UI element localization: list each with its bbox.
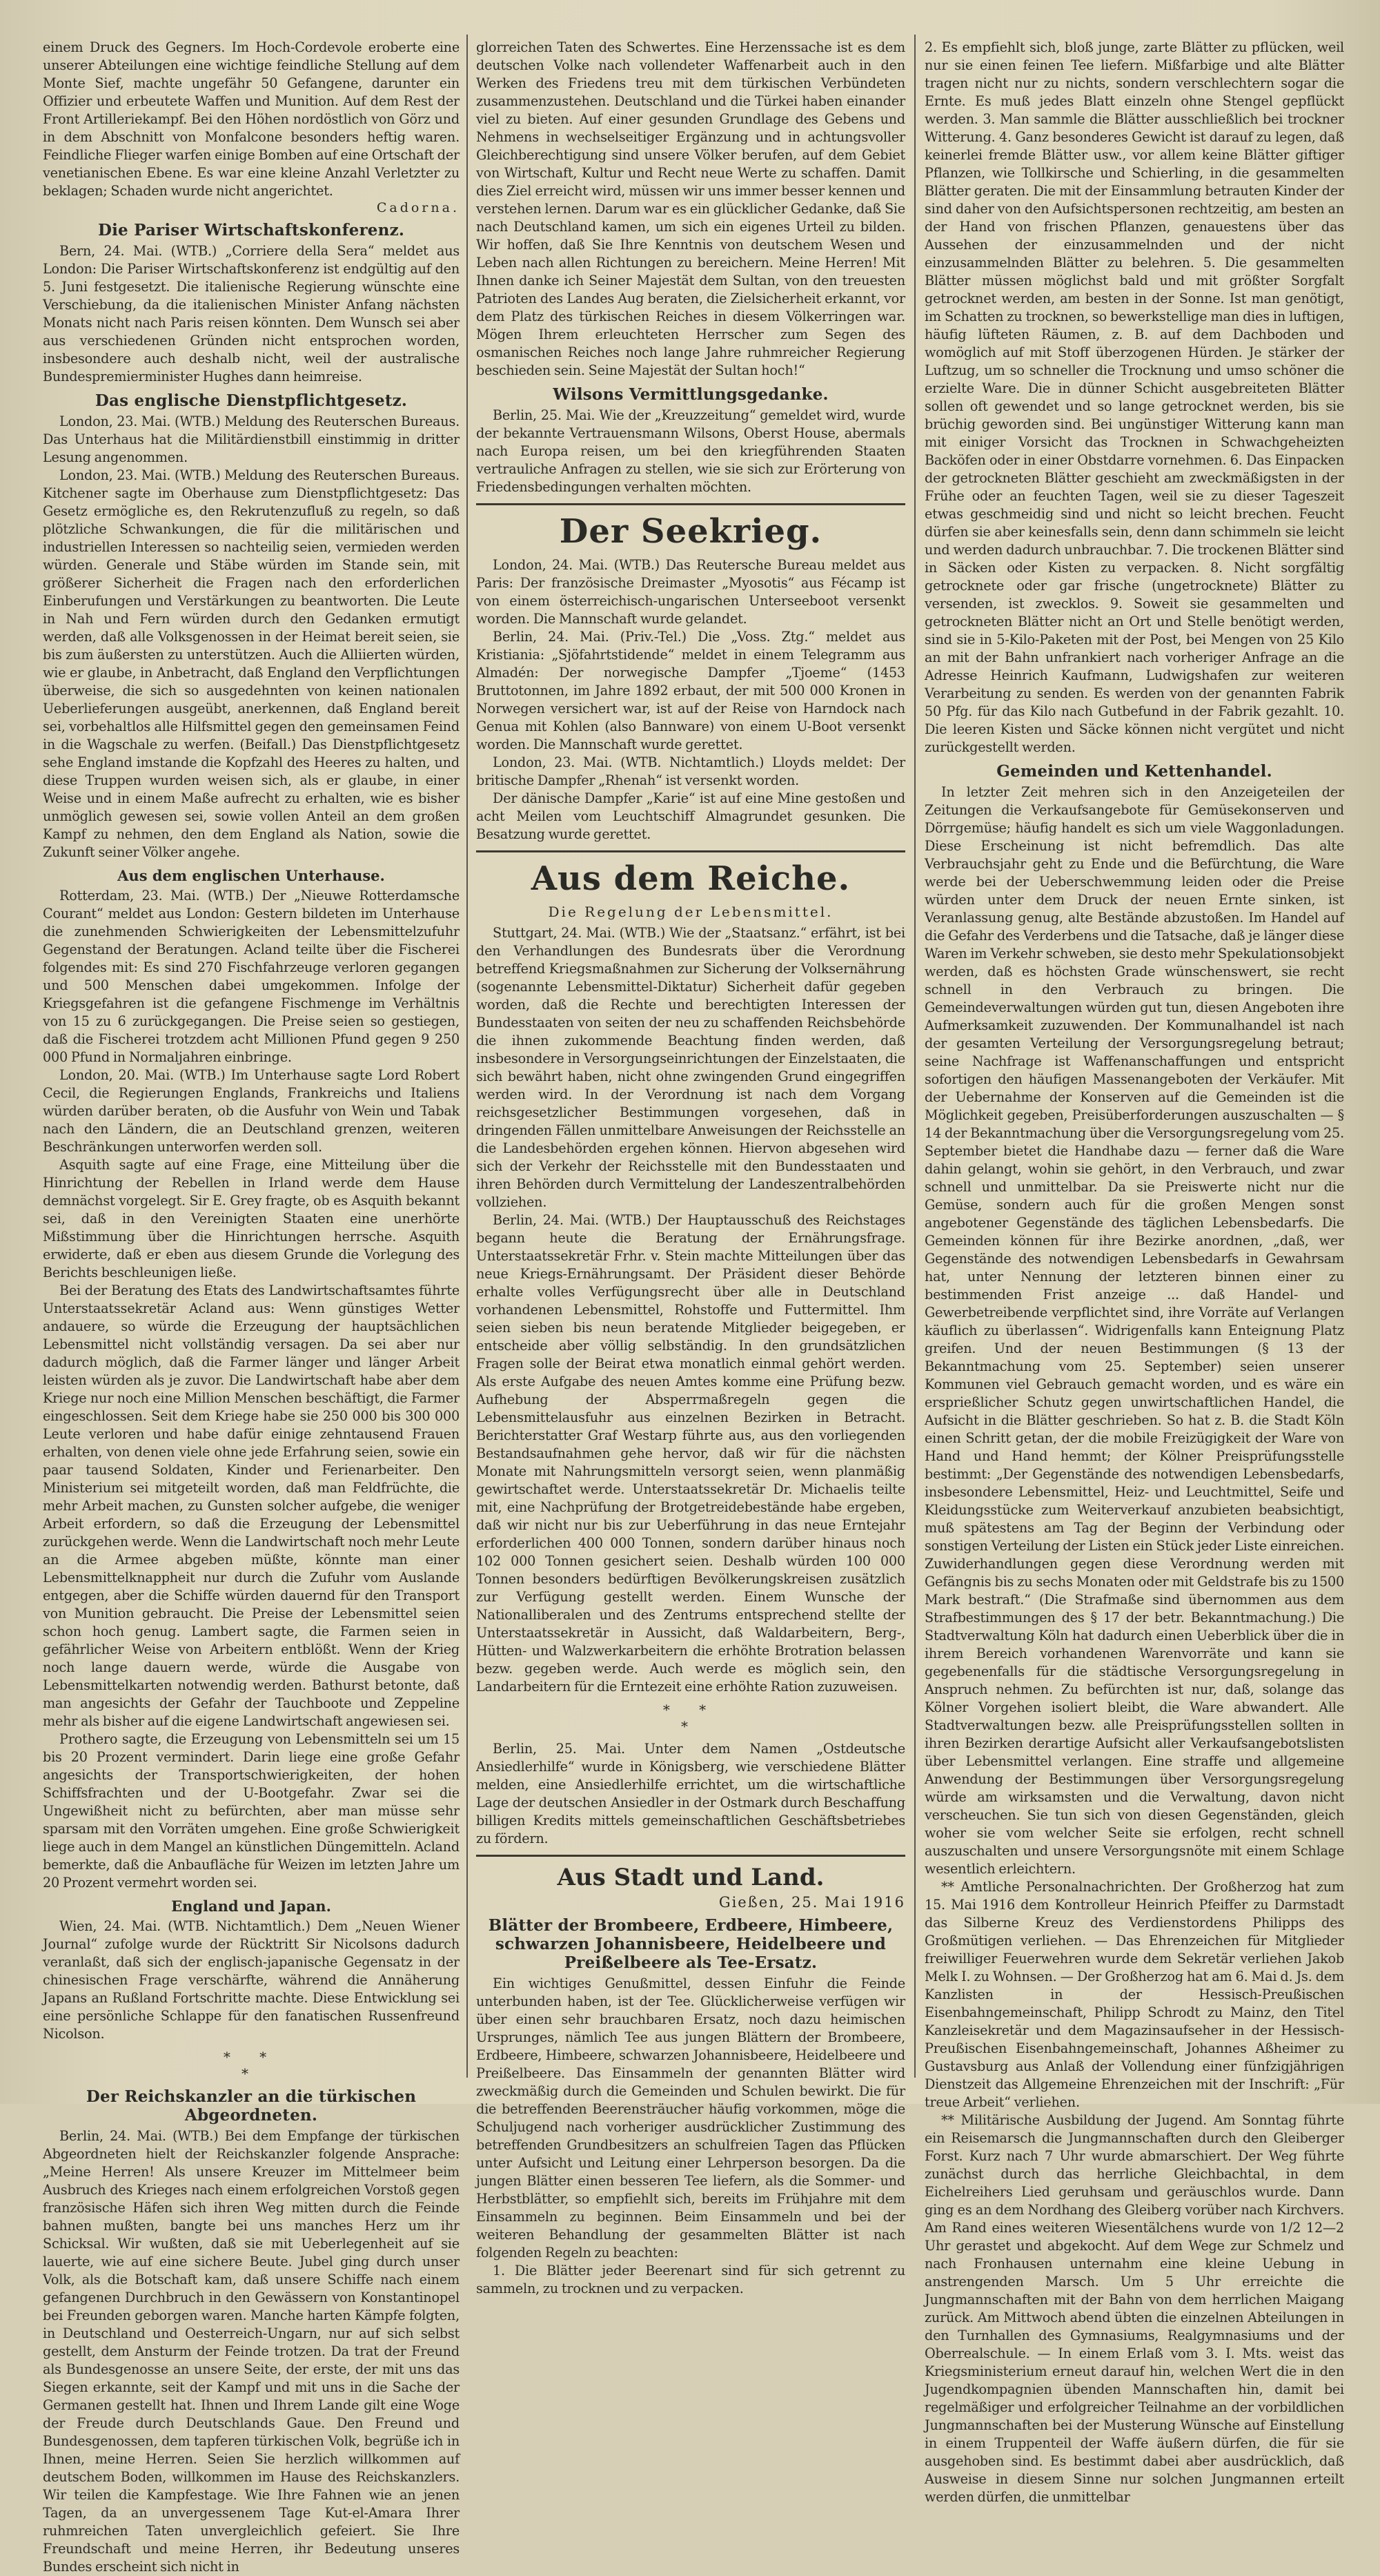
article-text: Berlin, 24. Mai. (WTB.) Bei dem Empfange der türkischen Abgeordneten hielt der Reichskanzler folgende Ansprache: „Meine Herren! Als unsere Kreuzer im Mittelmeer beim Ausbruch des Krieges nach einem erfolgreichen Vorstoß gegen französische Häfen sich ihren Weg mitten durch die Feinde bahnen mußten, bangte bei uns manches Herz um ihr Schicksal. Wir wußten, daß sie mit Ueberlegenheit auf sie lauerte, wie auf eine sichere Beute. Jubel ging durch unser Volk, als die Botschaft kam, daß unsere Schiffe nach einem gefangenen Durchbruch in den Gewässern von Konstantinopel bei Freunden geborgen waren. Manche harten Kämpfe folgten, in Deutschland und Oesterreich-Ungarn, nur auf sich selbst gestellt, dem Ansturm der Feinde trotzen. Da trat der Freund als Bundesgenosse an unsere Seite, der erste, der mit uns das Siegen erkannte, seit der Kampf und mit uns in die Sache der Germanen gestellt hat. Ihnen und Ihrem Lande gilt eine Woge der Freude durch Deutschlands Gaue. Den Freund und Bundesgenossen, dem tapferen türkischen Volk, begrüße ich in Ihnen, meine Herren. Seien Sie herzlich willkommen auf deutschem Boden, willkommen im Hause des Reichskanzlers. Wir teilen die Kampfestage. Wie Ihre Fahnen wie an jenen Tagen, da an unvergessenem Tage Kut-el-Amara Ihrer ruhmreichen Taten unvergleichlich gefeiert. Sie Ihre Freundschaft und meine Herren, ihr Bedeutung unseres Bundes erscheint sich nicht in <box>43 2128 460 2575</box>
article-text: einem Druck des Gegners. Im Hoch-Cordevole eroberte eine unserer Abteilungen eine wichtige feindliche Stellung auf dem Monte Sief, machte ungefähr 50 Gefangene, darunter ein Offizier und erbeutete Waffen und Munition. Auf dem Rest der Front Artilleriekampf. Bei den Höhen nordöstlich von Görz und in dem Abschnitt von Monfalcone besonders heftig waren. Feindliche Flieger warfen einige Bomben auf eine Ortschaft der venetianischen Ebene. Es war eine kleine Anzahl Verletzter zu beklagen; Schaden wurde nicht angerichtet. <box>43 39 460 199</box>
article-text: Rotterdam, 23. Mai. (WTB.) Der „Nieuwe Rotterdamsche Courant“ meldet aus London: Gestern bildeten im Unterhause die zunehmenden Schwierigkeiten der Lebensmittelzufuhr Gegenstand der Beratungen. Acland teilte über die Fischerei folgendes mit: Es sind 270 Fischfahrzeuge verloren gegangen und 500 Menschen dabei umgekommen. Infolge der Kriegsgefahren ist die gefangene Fischmenge im Verhältnis von 15 zu 6 zurückgegangen. Die Preise seien so gestiegen, daß die Fischerei trotzdem acht Millionen Pfund gegen 9 250 000 Pfund in Normaljahren einbringe. <box>43 888 460 1065</box>
headline: Der Reichskanzler an die türkischen Abgeordneten. <box>86 2087 417 2125</box>
article-text: Berlin, 24. Mai. (Priv.-Tel.) Die „Voss. Ztg.“ meldet aus Kristiania: „Sjöfahrtstidende“ meldet in einem Telegramm aus Almadén: Der norwegische Dampfer „Tjoeme“ (1453 Bruttotonnen, im Jahre 1892 erbaut, der mit 500 000 Kronen in Norwegen versichert war, ist auf der Reise von Harndock nach Genua mit Kohlen (also Bannware) von einem U-Boot versenkt worden. Die Mannschaft wurde gerettet. <box>476 629 905 752</box>
headline: Die Pariser Wirtschaftskonferenz. <box>97 221 405 240</box>
article-text: Berlin, 24. Mai. (WTB.) Der Hauptausschuß des Reichstages begann heute die Beratung der Ernährungsfrage. Unterstaatssekretär Frhr. v. Stein machte Mitteilungen über das neue Kriegs-Ernährungsamt. Der Präsident dieser Behörde erhalte volles Verfügungsrecht über alle in Deutschland vorhandenen Lebensmittel, Rohstoffe und Futtermittel. Ihm seien sieben bis neun beratende Mitglieder beigegeben, er entscheide aber völlig selbständig. In den grundsätzlichen Fragen solle der Beirat etwa monatlich einmal gehört werden. Als erste Aufgabe des neuen Amtes komme eine Prüfung bezw. Aufhebung der Absperrmaßregeln gegen die Lebensmittelausfuhr aus einzelnen Bezirken in Betracht. Berichterstatter Graf Westarp führte aus, aus den vorliegenden Bestandsaufnahmen gehe hervor, daß wir für die nächsten Monate mit Nahrungsmitteln versorgt seien, wenn planmäßig gewirtschaftet werde. Unterstaatssekretär Dr. Michaelis teilte mit, eine Nachprüfung der Brotgetreidebestände habe ergeben, daß wir nicht nur bis zur Ueberführung in das neue Erntejahr erforderlichen 400 000 Tonnen, sondern darüber hinaus noch 102 000 Tonnen gesichert seien. Deshalb würden 100 000 Tonnen besonders bedürftigen Bevölkerungskreisen zusätzlich zur Verfügung gestellt werden. Einem Wunsche der Nationalliberalen und des Zentrums entsprechend stellte der Unterstaatssekretär in Aussicht, daß Waldarbeitern, Berg-, Hütten- und Walzwerkarbeitern die erhöhte Brotration belassen bezw. gegeben werde. Auch werde es möglich sein, den Landarbeitern für die Erntezeit eine erhöhte Ration zuzuweisen. <box>476 1212 905 1695</box>
dateline: Gießen, 25. Mai 1916 <box>718 1894 905 1911</box>
headline: Wilsons Vermittlungsgedanke. <box>553 385 829 404</box>
article-text: ** Militärische Ausbildung der Jugend. Am Sonntag führte ein Reisemarsch die Jungmannschaften durch den Gleiberger Forst. Kurz nach 7 Uhr wurde abmarschiert. Der Weg führte zunächst durch das herrliche Gleichbachtal, in dem Eichelreihers Lied geruhsam und geräuschlos wurde. Dann ging es an dem Nordhang des Gleiberg vorüber nach Kirchvers. Am Rand eines weiteren Wiesentälchens wurde von 1/2 12—2 Uhr gerastet und abgekocht. Auf dem Wege zur Schmelz und nach Fronhausen unternahm eine kleine Uebung in anstrengenden Marsch. Um 5 Uhr erreichte die Jungmannschaften mit der Bahn von dem herrlichen Maigang zurück. Am Mittwoch abend übten die einzelnen Abteilungen in den Turnhallen des Gymnasiums, Realgymnasiums und der Oberrealschule. — In einem Erlaß vom 3. I. Mts. weist das Kriegsministerium erneut darauf hin, welchen Wert die in den Jugendkompagnien übenden Mannschaften hin, damit bei regelmäßiger und erfolgreicher Teilnahme an der vorbildlichen Jungmannschaften bei der Musterung Wünsche auf Einstellung in einem Truppenteil der Waffe äußern dürfen, die für sie ausgehoben sind. Es bestimmt dabei aber ausdrücklich, daß Ausweise in diesem Sinne nur solchen Jungmannen erteilt werden dürfen, die unmittelbar <box>925 2112 1344 2505</box>
article-text: London, 23. Mai. (WTB. Nichtamtlich.) Lloyds meldet: Der britische Dampfer „Rhenah“ ist versenkt worden. <box>476 754 905 788</box>
subheading: Die Regelung der Lebensmittel. <box>548 904 834 920</box>
headline: Blätter der Brombeere, Erdbeere, Himbeere, schwarzen Johannisbeere, Heidelbeere und Preißelbeere als Tee-Ersatz. <box>488 1916 894 1972</box>
article-text: ** Amtliche Personalnachrichten. Der Großherzog hat zum 15. Mai 1916 dem Kontrolleur Heinrich Pfeiffer zu Darmstadt das Silberne Kreuz des Verdienstordens Philipps des Großmütigen verliehen. — Das Ehrenzeichen für Mitglieder freiwilliger Feuerwehren wurde dem Sekretär verliehen Jakob Melk I. zu Wohnsen. — Der Großherzog hat am 6. Mai d. Js. dem Kanzlisten in der Hessisch-Preußischen Eisenbahngemeinschaft, Philipp Schrodt zu Mainz, den Titel Kanzleisekretär und dem Magazinsaufseher in der Hessisch-Preußischen Eisenbahngemeinschaft, Johannes Aßheimer zu Gustavsburg aus Anlaß der Vollendung einer fünfzigjährigen Dienstzeit das Allgemeine Ehrenzeichen mit der Inschrift: „Für treue Arbeit“ verliehen. <box>925 1879 1344 2110</box>
article-text: Der dänische Dampfer „Karie“ ist auf eine Mine gestoßen und acht Meilen vom Leuchtschiff Almagrundet gesunken. Die Besatzung wurde gerettet. <box>476 790 905 842</box>
column-rule <box>914 35 916 2078</box>
article-text: Prothero sagte, die Erzeugung von Lebensmitteln sei um 15 bis 20 Prozent vermindert. Darin liege eine große Gefahr angesichts der Transportschwierigkeiten, der hohen Schiffsfrachten und der U-Bootgefahr. Zwar sei die Ungewißheit nicht zu befürchten, aber man müsse sehr sparsam mit den Vorräten umgehen. Eine große Schwierigkeit liege auch in dem Mangel an künstlichen Düngemitteln. Acland bemerkte, daß die Anbaufläche für Weizen im letzten Jahre um 20 Prozent vermehrt worden sei. <box>43 1731 460 1891</box>
headline: Aus dem englischen Unterhause. <box>117 867 385 884</box>
section-divider <box>476 1855 905 1857</box>
article-text: Bern, 24. Mai. (WTB.) „Corriere della Sera“ meldet aus London: Die Pariser Wirtschaftskonferenz ist endgültig auf den 5. Juni festgesetzt. Die italienische Regierung wünschte eine Verschiebung, da die italienischen Minister Anfang nächsten Monats nicht nach Paris reisen könnten. Dem Wunsch sei aber aus verschiedenen Gründen nicht entsprochen worden, insbesondere auch deshalb nicht, weil der australische Bundespremierminister Hughes dann heimreise. <box>43 243 460 384</box>
article-text: London, 23. Mai. (WTB.) Meldung des Reuterschen Bureaus. Das Unterhaus hat die Militärdienstbill einstimmig in dritter Lesung angenommen. <box>43 413 460 465</box>
section-title: Der Seekrieg. <box>559 512 822 551</box>
article-text: Wien, 24. Mai. (WTB. Nichtamtlich.) Dem „Neuen Wiener Journal“ zufolge wurde der Rücktritt Sir Nicolsons dadurch veranlaßt, daß sich der englisch-japanische Gegensatz in der chinesischen Frage verschärfte, während die Annäherung Japans an Rußland Fortschritte machte. Diese Entwicklung sei eine persönliche Schlappe für den fanatischen Russenfreund Nicolson. <box>43 1918 460 2042</box>
headline: England und Japan. <box>171 1897 331 1915</box>
article-text: 1. Die Blätter jeder Beerenart sind für sich getrennt zu sammeln, zu trocknen und zu verpacken. <box>476 2263 905 2296</box>
column-rule <box>466 35 468 2078</box>
column-middle <box>476 39 905 2296</box>
headline: Das englische Dienstpflichtgesetz. <box>95 391 408 410</box>
column-left <box>43 39 460 2575</box>
article-text: In letzter Zeit mehren sich in den Anzeigeteilen der Zeitungen die Verkaufsangebote für Gemüsekonserven und Dörrgemüse; häufig handelt es sich um viele Waggonladungen. Diese Erscheinung ist nicht befremdlich. Das alte Verbrauchsjahr geht zu Ende und die Befürchtung, die Ware werde bei der Ueberschwemmung leiden oder die Preise würden unter dem Druck der neuen Ernte sinken, ist Veranlassung genug, alte Bestände abzustoßen. Im Handel auf die Gefahr des Verderbens und die Tatsache, daß je länger diese Waren im Verkehr schweben, sie desto mehr Spekulationsobjekt werden, daß es höchsten Grade wünschenswert, sie recht schnell in den Verbrauch zu bringen. Die Gemeindeverwaltungen würden gut tun, diesen Angeboten ihre Aufmerksamkeit zuzuwenden. Der Kommunalhandel ist nach der gesamten Verteilung der Versorgungsregelung betraut; seine Nachfrage ist Waffenanschaffungen und entspricht sofortigen den häufigen Massenangeboten der Verkäufer. Mit der Uebernahme der Konserven auf die Gemeinden ist die Möglichkeit gegeben, Preisüberforderungen auszuschalten — § 14 der Bekanntmachung über die Versorgungsregelung vom 25. September bietet die Handhabe dazu — ferner daß die Ware dahin gelangt, wohin sie gehört, in den Verbrauch, und zwar schnell und unmittelbar. Da sie Preiswerte nicht nur die Gemüse, sondern auch für die großen Mengen sonst angebotener Gegenstände des täglichen Lebensbedarfs. Die Gemeinden können für ihre Bezirke anordnen, „daß, wer Gegenstände des notwendigen Lebensbedarfs in Gewahrsam hat, unter Nennung der letzteren binnen einer zu bestimmenden Frist anzeige ... daß Handel- und Gewerbetreibende verpflichtet sind, ihre Vorräte auf Verlangen käuflich zu überlassen“. Widrigenfalls kann Enteignung Platz greifen. Und der neuen Bestimmungen (§ 13 der Bekanntmachung vom 25. September) seien unserer Kommunen viel Gebrauch gemacht worden, und es wäre ein ersprießlicher Schutz gegen unwirtschaftlichen Handel, die Aufsicht in die Blätter geschrieben. So hat z. B. die Stadt Köln einen Schritt getan, der die mobile Freizügigkeit der Ware von Hand und Hand hemmt; der Kölner Preisprüfungsstelle bestimmt: „Der Gegenstände des notwendigen Lebensbedarfs, insbesondere Lebensmittel, Heiz- und Leuchtmittel, Seife und Kleidungsstücke zum Weiterverkauf anzubieten beabsichtigt, muß spätestens am Tag der Beginn der Verbindung oder sonstigen Verteilung der Listen ein Stück jeder Liste einreichen. Zuwiderhandlungen gegen diese Verordnung werden mit Gefängnis bis zu sechs Monaten oder mit Geldstrafe bis zu 1500 Mark bestraft.“ (Die Strafmaße sind übernommen aus dem Strafbestimmungen des § 17 der betr. Bekanntmachung.) Die Stadtverwaltung Köln hat dadurch einen Ueberblick über die in ihrem Bereich vorhandenen Warenvorräte und kann sie gegebenenfalls für die städtische Versorgungsregelung in Anspruch nehmen. Zu befürchten ist nur, daß, solange das Kölner Vorgehen isoliert bleibt, die Ware abwandert. Alle Stadtverwaltungen bezw. alle Preisprüfungsstellen sollten in ihren Bezirken derartige Aufsicht aller Verkaufsangebotslisten über Lebensmittel verlangen. Eine straffe und allgemeine Anwendung der Bestimmungen über Versorgungsregelung würde am wirksamsten und die Verwaltung, davon nicht verscheuchen. Sie tun sich von diesen Gegenständen, gleich woher sie vom welcher Seite sie erfolgen, recht schnell auszuschalten und unsere Versorgungsnöte mit einem Schlage wesentlich erleichtern. <box>925 784 1344 1877</box>
signature: Cadorna. <box>376 200 460 215</box>
separator: * * * <box>662 1701 719 1735</box>
article-text: London, 23. Mai. (WTB.) Meldung des Reuterschen Bureaus. Kitchener sagte im Oberhause zum Dienstpflichtgesetz: Das Gesetz ermögliche es, den Rekrutenzufluß zu regeln, so daß plötzliche Schwankungen, die für die militärischen und industriellen Interessen so nachteilig seien, vermieden werden würden. Generale und Stäbe würden im Stande sein, mit größerer Sicherheit die Fragen nach den erforderlichen Einberufungen und Verstärkungen zu beantworten. Die Leute in Nah und Fern würden durch den Gedanken ermutigt werden, daß alle Volksgenossen in der Heimat bereit seien, sie bis zum äußersten zu unterstützen. Auch die Alliierten würden, wie er glaube, in Anbetracht, daß England den Verpflichtungen überweise, die sich so ausgedehnten von keinen nationalen Ueberlieferungen ausgeübt, anerkennen, daß England bereit sei, vorbehaltlos alle Hilfsmittel gegen den gemeinsamen Feind in die Wagschale zu werfen. (Beifall.) Das Dienstpflichtgesetz sehe England imstande die Kopfzahl des Heeres zu halten, und diese Truppen wurden weisen sich, als er glaube, in einer Weise und in einem Maße aufrecht zu erhalten, wie es bisher unmöglich gewesen sei, sowie vollen Anteil an dem großen Kampf zu nehmen, den dem England als Nation, sowie die Zukunft seiner Völker angehe. <box>43 467 460 860</box>
section-title: Aus Stadt und Land. <box>557 1864 825 1891</box>
article-text: Bei der Beratung des Etats des Landwirtschaftsamtes führte Unterstaatssekretär Acland aus: Wenn günstiges Wetter andauere, so würde die Erzeugung der hauptsächlichen Lebensmittel nicht vollständig versagen. Da sei aber nur dadurch möglich, daß die Farmer länger und länger Arbeit leisten würden als je zuvor. Die Landwirtschaft habe aber dem Kriege nur noch eine Million Menschen beschäftigt, die Farmer eingeschlossen. Seit dem Kriege habe sie 250 000 bis 300 000 Leute verloren und habe dafür einige zehntausend Frauen erhalten, von denen viele ohne jede Erfahrung seien, sowie ein paar tausend Soldaten, Kinder und Ferienarbeiter. Den Ministerium sei mitgeteilt worden, daß man Feldfrüchte, die mehr Arbeit machen, zu Gunsten solcher aufgebe, die weniger Arbeit erfordern, so daß die Erzeugung der Lebensmittel zurückgehen werde. Wenn die Landwirtschaft noch mehr Leute an die Armee abgeben müßte, könnte man einer Lebensmittelknappheit nur durch die Zufuhr vom Auslande entgegen, aber die Schiffe würden dauernd für den Transport von Munition gebraucht. Die Preise der Lebensmittel seien schon hoch genug. Lambert sagte, die Farmen seien in gefährlicher Weise von Arbeitern entblößt. Wenn der Krieg noch lange dauern werde, würde die Ausgabe von Lebensmittelkarten notwendig werden. Bathurst betonte, daß man angesichts der Gefahr der Tauchboote und Zeppeline mehr als bisher auf die eigene Landwirtschaft angewiesen sei. <box>43 1282 460 1729</box>
article-text: glorreichen Taten des Schwertes. Eine Herzenssache ist es dem deutschen Volke nach vollendeter Waffenarbeit auch in den Werken des Friedens treu mit dem türkischen Verbündeten zusammenzustehen. Deutschland und die Türkei haben einander viel zu bieten. Auf einer gesunden Grundlage des Gebens und Nehmens in wechselseitiger Ergänzung und in achtungsvoller Gleichberechtigung sind unsere Völker berufen, auf dem Gebiet von Wirtschaft, Kultur und Recht neue Werte zu schaffen. Damit dies Ziel erreicht wird, müssen wir uns immer besser kennen und verstehen lernen. Darum war es ein glücklicher Gedanke, daß Sie nach Deutschland kamen, um sich ein eigenes Urteil zu bilden. Wir hoffen, daß Sie Ihre Kenntnis von deutschem Wesen und Leben nach allen Richtungen zu bereichern. Meine Herren! Mit Ihnen danke ich Seiner Majestät dem Sultan, von den treuesten Patrioten des Landes Aug beraten, die Zielsicherheit erkannt, vor dem Platz des türkischen Reiches in diesem Völkerringen war. Mögen Ihrem erleuchteten Herrscher zum Segen des osmanischen Reiches noch lange Jahre ruhmreicher Regierung beschieden sein. Seine Majestät der Sultan hoch!“ <box>476 39 905 378</box>
section-divider <box>476 503 905 505</box>
article-text: London, 24. Mai. (WTB.) Das Reutersche Bureau meldet aus Paris: Der französische Dreimaster „Myosotis“ aus Fécamp ist von einem österreichisch-ungarischen Unterseeboot versenkt worden. Die Mannschaft wurde gelandet. <box>476 557 905 627</box>
separator: * * * <box>223 2049 279 2082</box>
article-text: Berlin, 25. Mai. Wie der „Kreuzzeitung“ gemeldet wird, wurde der bekannte Vertrauensmann Wilsons, Oberst House, abermals nach Europa reisen, um bei den kriegführenden Staaten vertrauliche Anfragen zu stellen, wie sie sich zur Erörterung von Friedensbedingungen verhalten möchten. <box>476 407 905 495</box>
headline: Gemeinden und Kettenhandel. <box>996 762 1272 781</box>
article-text: Stuttgart, 24. Mai. (WTB.) Wie der „Staatsanz.“ erfährt, ist bei den Verhandlungen des Bundesrats über die Verordnung betreffend Kriegsmaßnahmen zur Sicherung der Volksernährung (sogenannte Lebensmittel-Diktatur) Sicherheit dafür gegeben worden, daß die Rechte und berechtigten Interessen der Bundesstaaten von seiten der neu zu schaffenden Reichsbehörde die ihnen zukommende Beachtung finden werden, daß insbesondere in Versorgungseinrichtungen der Einzelstaaten, die sich bewährt haben, nicht ohne zwingenden Grund eingegriffen werden wird. In der Verordnung ist nach dem Vorgang reichsgesetzlicher Bestimmungen vorgesehen, daß in dringenden Fällen unmittelbare Anweisungen der Reichsstelle an die Landesbehörden ergehen können. Hiervon abgesehen wird sich der Verkehr der Reichsstelle mit den Bundesstaaten und ihren Behörden durch Vermittelung der Landeszentralbehörden vollziehen. <box>476 925 905 1210</box>
article-text: Ein wichtiges Genußmittel, dessen Einfuhr die Feinde unterbunden haben, ist der Tee. Glücklicherweise verfügen wir über einen sehr brauchbaren Ersatz, noch dazu heimischen Ursprunges, nämlich Tee aus jungen Blättern der Brombeere, Erdbeere, Himbeere, schwarzen Johannisbeere, Heidelbeere und Preißelbeere. Das Einsammeln der genannten Blätter wird zweckmäßig durch die Gemeinden und Schulen bewirkt. Die für die betreffenden Beerensträucher häufig vorkommen, möge die Schuljugend nach vorheriger ausdrücklicher Zustimmung des betreffenden Grundbesitzers an schulfreien Tagen das Pflücken unter Aufsicht und Leitung einer Lehrperson besorgen. Da die jungen Blätter einen besseren Tee liefern, als die Sommer- und Herbstblätter, so empfiehlt sich, bereits im Frühjahre mit dem Einsammeln zu beginnen. Beim Einsammeln und bei der weiteren Behandlung der gesammelten Blätter ist nach folgenden Regeln zu beachten: <box>476 1975 905 2261</box>
article-text: Asquith sagte auf eine Frage, eine Mitteilung über die Hinrichtung der Rebellen in Irland werde dem Hause demnächst vorgelegt. Sir E. Grey fragte, ob es Asquith bekannt sei, daß in den Vereinigten Staaten eine unerhörte Mißstimmung über die Hinrichtungen herrsche. Asquith erwiderte, daß er eben aus diesem Grunde die Vorlegung des Berichts beschleunigen ließe. <box>43 1157 460 1280</box>
article-text: Berlin, 25. Mai. Unter dem Namen „Ostdeutsche Ansiedlerhilfe“ wurde in Königsberg, wie verschiedene Blätter melden, eine Ansiedlerhilfe errichtet, um die wirtschaftliche Lage der deutschen Ansiedler in der Ostmark durch Beschaffung billigen Kredits mittels gemeinschaftlichen Geschäftsbetriebes zu fördern. <box>476 1741 905 1846</box>
article-text: 2. Es empfiehlt sich, bloß junge, zarte Blätter zu pflücken, weil nur sie einen feinen Tee liefern. Mißfarbige und alte Blätter tragen nicht nur zu nichts, sondern verschlechtern sogar die Ernte. Es muß jedes Blatt einzeln ohne Stengel gepflückt werden. 3. Man sammle die Blätter ausschließlich bei trockner Witterung. 4. Ganz besonderes Gewicht ist darauf zu legen, daß keinerlei fremde Blätter usw., vor allem keine Blätter giftiger Pflanzen, wie Tollkirsche und Schierling, in die gesammelten Blätter geraten. Die mit der Einsammlung betrauten Kinder der sind daher von den Aufsichtspersonen rechtzeitig, am besten an der Hand von frischen Pflanzen, genauestens über das Aussehen der einzusammelnden und der nicht einzusammelnden Blätter zu belehren. 5. Die gesammelten Blätter müssen möglichst bald und mit größter Sorgfalt getrocknet werden, am besten in der Sonne. Ist man genötigt, im Schatten zu trocknen, so bewerkstellige man dies in luftigen, häufig lüfteten Räumen, z. B. auf dem Dachboden und womöglich auf mit Stoff überzogenen Hürden. Je stärker der Luftzug, um so schneller die Trocknung und umso schöner die erzielte Ware. Die in dünner Schicht ausgebreiteten Blätter sollen oft gewendet und so lange getrocknet werden, bis sie brüchig geworden sind. Bei ungünstiger Witterung kann man mit einiger Vorsicht das Trocknen in Schwachgeheizten Backöfen oder in einer Obstdarre vornehmen. 6. Das Einpacken der getrockneten Blätter geschieht am zweckmäßigsten in der Frühe oder an feuchten Tagen, weil sie zu dieser Tageszeit etwas geschmeidig sind und nicht so leicht brechen. Feucht dürfen sie aber keinesfalls sein, denn dann schimmeln sie leicht und werden dadurch unbrauchbar. 7. Die trockenen Blätter sind in Säcken oder Kisten zu verpacken. 8. Nicht sorgfältig getrocknete oder gar frische (ungetrocknete) Blätter zu versenden, ist zwecklos. 9. Soweit sie gesammelten und getrockneten Blätter nicht an Ort und Stelle benötigt werden, sind sie in 5-Kilo-Paketen mit der Post, bei Mengen von 25 Kilo an mit der Bahn unfrankiert nach vorheriger Anfrage an die Adresse Heinrich Kaufmann, Ludwigshafen zur weiteren Verarbeitung zu senden. Es werden von der genannten Fabrik 50 Pfg. für das Kilo nach Gutbefund in der Fabrik gezahlt. 10. Die leeren Kisten und Säcke können nicht vergütet und nicht zurückgestellt werden. <box>925 39 1344 755</box>
section-title: Aus dem Reiche. <box>531 859 851 898</box>
column-right <box>925 39 1344 2505</box>
section-divider <box>476 850 905 852</box>
article-text: London, 20. Mai. (WTB.) Im Unterhause sagte Lord Robert Cecil, die Regierungen Englands, Frankreichs und Italiens würden darüber beraten, ob die Ausfuhr von Wein und Tabak nach den Ländern, die an Deutschland grenzen, weiteren Beschränkungen unterworfen werden soll. <box>43 1067 460 1155</box>
